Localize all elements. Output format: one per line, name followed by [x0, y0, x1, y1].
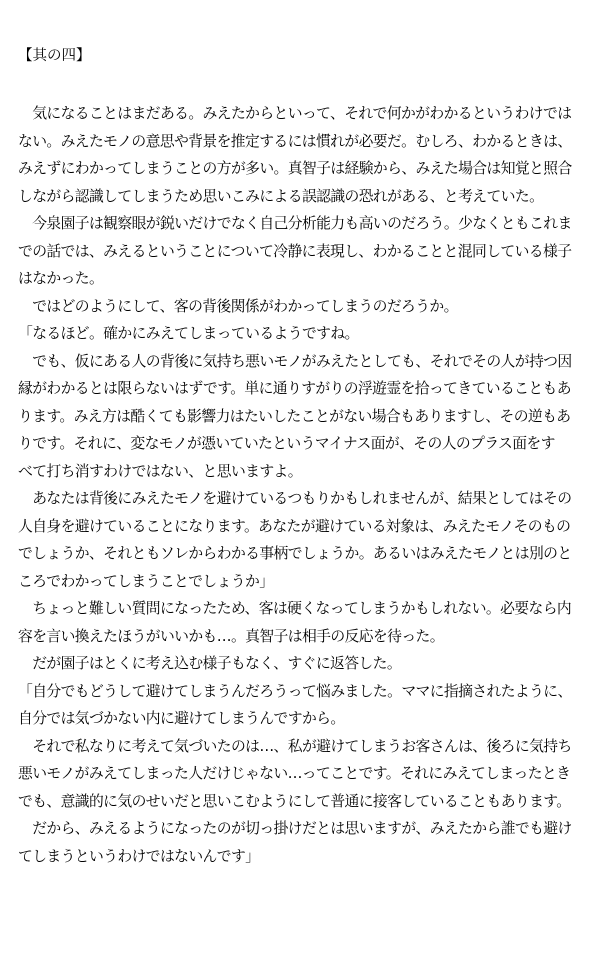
text-line: 今泉園子は観察眼が鋭いだけでなく自己分析能力も高いのだろう。少なくともこれま — [18, 215, 572, 232]
section-heading: 【其の四】 — [18, 48, 91, 64]
text-line: 容を言い換えたほうがいいかも…。真智子は相手の反応を待った。 — [18, 627, 444, 645]
text-line: べて打ち消すわけではない、と思いますよ。 — [18, 462, 302, 480]
text-line: ころでわかってしまうことでしょうか」 — [18, 572, 274, 590]
text-line: ります。みえ方は酷くても影響力はたいしたことがない場合もありますし、その逆もあ — [18, 407, 571, 425]
text-line: ない。みえたモノの意思や背景を推定するには慣れが必要だ。むしろ、わかるときは、 — [18, 132, 572, 150]
text-line: りです。それに、変なモノが憑いていたというマイナス面が、その人のプラス面をす — [18, 435, 555, 452]
text-line: 人自身を避けていることになります。あなたが避けている対象は、みえたモノそのもの — [18, 517, 571, 535]
text-line: 「なるほど。確かにみえてしまっているようですね。 — [18, 325, 359, 342]
text-line: ではどのようにして、客の背後関係がわかってしまうのだろうか。 — [18, 297, 458, 315]
text-line: それで私なりに考えて気づいたのは…、私が避けてしまうお客さんは、後ろに気持ち — [18, 737, 572, 755]
text-line: でも、仮にある人の背後に気持ち悪いモノがみえたとしても、それでその人が持つ因 — [18, 352, 572, 370]
text-line: 気になることはまだある。みえたからといって、それで何かがわかるというわけでは — [18, 105, 572, 122]
text-line: 縁がわかるとは限らないはずです。単に通りすがりの浮遊霊を拾ってきていることもあ — [18, 380, 571, 397]
text-line: でも、意識的に気のせいだと思いこむようにして普通に接客していることもあります。 — [18, 792, 571, 810]
text-line: でしょうか、それともソレからわかる事柄でしょうか。あるいはみえたモノとは別のと — [18, 545, 572, 562]
text-line: 悪いモノがみえてしまった人だけじゃない…ってことです。それにみえてしまったとき — [18, 765, 571, 782]
text-line: ちょっと難しい質問になったため、客は硬くなってしまうかもしれない。必要なら内 — [18, 600, 572, 617]
text-line: 「自分でもどうして避けてしまうんだろうって悩みました。ママに指摘されたように、 — [18, 682, 572, 700]
text-line: あなたは背後にみえたモノを避けているつもりかもしれませんが、結果としてはその — [18, 490, 572, 507]
text-line: はなかった。 — [18, 270, 104, 287]
text-line: みえずにわかってしまうことの方が多い。真智子は経験から、みえた場合は知覚と照合 — [18, 160, 572, 177]
spacer — [18, 66, 591, 104]
text-line: だから、みえるようになったのが切っ掛けだとは思いますが、みえたから誰でも避け — [18, 820, 572, 837]
text-line: での話では、みえるということについて冷静に表現し、わかることと混同している様子 — [18, 242, 572, 260]
text-line: だが園子はとくに考え込む様子もなく、すぐに返答した。 — [18, 655, 402, 672]
text-line: てしまうというわけではないんです」 — [18, 847, 260, 865]
text-line: 自分では気づかない内に避けてしまうんですから。 — [18, 710, 345, 727]
text-line: しながら認識してしまうため思いこみによる誤認識の恐れがある、と考えていた。 — [18, 187, 544, 205]
